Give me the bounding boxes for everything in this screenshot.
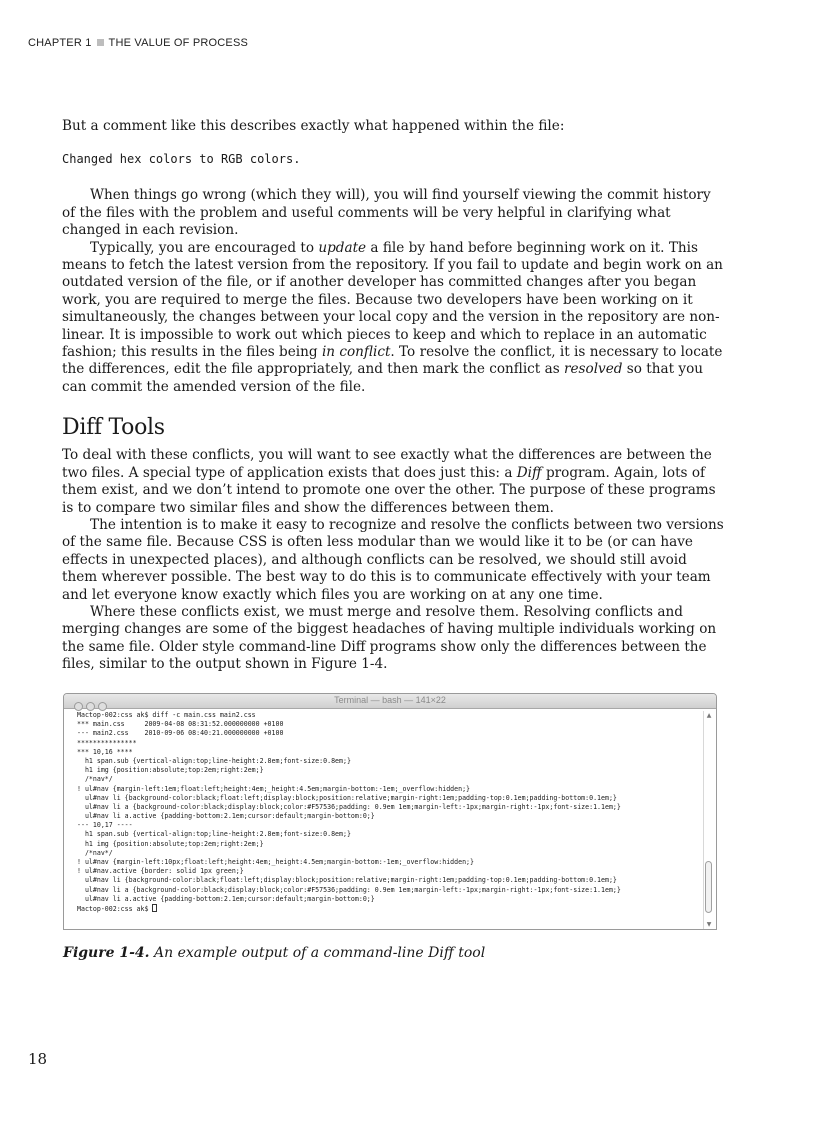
terminal-line: Mactop-002:css ak$ diff -c main.css main2.css bbox=[77, 711, 256, 719]
paragraph-diff-intro bbox=[62, 447, 726, 517]
terminal-scrollbar bbox=[703, 711, 714, 929]
figure-label: Figure 1-4. bbox=[63, 945, 150, 961]
terminal-line: ul#nav li a.active {padding-bottom:2.1em;cursor:default;margin-bottom:0;} bbox=[77, 894, 375, 903]
terminal-line: ul#nav li a {background-color:black;display:block;color:#F57536;padding: 0.9em 1em;margin-left:-1px;margin-right:-1px;font-size:1.1em;} bbox=[77, 885, 621, 894]
page-number: 18 bbox=[28, 1050, 48, 1068]
terminal-cursor-icon bbox=[152, 904, 157, 912]
terminal-line: Mactop-002:css ak$ bbox=[77, 904, 153, 913]
terminal-line: h1 span.sub {vertical-align:top;line-height:2.8em;font-size:0.8em;} bbox=[77, 830, 351, 839]
terminal-line: ! ul#nav {margin-left:1em;float:left;height:4em;_height:4.5em;margin-bottom:-1em;_overflow:hidden;} bbox=[77, 784, 471, 793]
terminal-body bbox=[64, 709, 716, 930]
terminal-title-bar bbox=[64, 694, 716, 709]
emphasis-diff: Diff bbox=[516, 464, 542, 481]
text-run: so that you can commit the amended version of the file. bbox=[62, 361, 704, 395]
main-content bbox=[62, 118, 726, 674]
text-run: Typically, you are encouraged to bbox=[90, 239, 319, 256]
emphasis-update: update bbox=[318, 239, 367, 256]
terminal-line: --- main2.css 2010-09-06 08:40:21.000000000 +0100 bbox=[77, 729, 284, 738]
terminal-line: *** main.css 2009-04-08 08:31:52.000000000 +0100 bbox=[77, 720, 284, 729]
terminal-output bbox=[77, 711, 698, 914]
scrollbar-thumb bbox=[705, 861, 712, 913]
terminal-line: ul#nav li a {background-color:black;display:block;color:#F57536;padding: 0.9em 1em;margin-left:-1px;margin-right:-1px;font-size:1.1em;} bbox=[77, 802, 621, 811]
text-run: a file by hand before beginning work on it. This means to fetch the latest version from the repository. If you fail to update and begin work on an outdated version of the file, or if another developer has committed changes after you began work, you are required to merge the files. Because two developers have been working on it simultaneously, the changes between your local copy and the version in the repository are non-linear. It is impossible to work out which pieces to keep and which to replace in an automatic fashion; this results in the files being bbox=[62, 239, 723, 361]
separator-square-icon bbox=[97, 39, 104, 46]
terminal-line: --- 10,17 ---- bbox=[77, 821, 133, 830]
paragraph-update bbox=[62, 240, 726, 397]
terminal-line: /*nav*/ bbox=[77, 775, 113, 784]
running-head bbox=[28, 37, 248, 49]
terminal-window-figure bbox=[63, 693, 717, 930]
section-heading-diff-tools: Diff Tools bbox=[62, 415, 165, 441]
scroll-up-arrow-icon: ▲ bbox=[706, 712, 712, 719]
paragraph-commit-history: When things go wrong (which they will), you will find yourself viewing the commit history of the files with the problem and useful comments will be very helpful in clarifying what changed in each revision. bbox=[62, 187, 711, 239]
terminal-line: /*nav*/ bbox=[77, 848, 113, 857]
chapter-label: CHAPTER 1 bbox=[28, 37, 92, 49]
terminal-line: h1 img {position:absolute;top:2em;right:2em;} bbox=[77, 766, 264, 775]
terminal-line: ! ul#nav.active {border: solid 1px green;} bbox=[77, 867, 244, 876]
scroll-down-arrow-icon: ▼ bbox=[706, 921, 712, 928]
terminal-line: *************** bbox=[77, 738, 137, 747]
terminal-line: ul#nav li {background-color:black;float:left;display:block;position:relative;margin-right:1em;padding-top:0.1em;padding-bottom:0.1em;} bbox=[77, 793, 617, 802]
terminal-line: h1 img {position:absolute;top:2em;right:2em;} bbox=[77, 839, 264, 848]
terminal-line: ul#nav li {background-color:black;float:left;display:block;position:relative;margin-right:1em;padding-top:0.1em;padding-bottom:0.1em;} bbox=[77, 876, 617, 885]
paragraph-merge: Where these conflicts exist, we must merge and resolve them. Resolving conflicts and merging changes are some of the biggest headaches of having multiple individuals working on the same file. Older style command-line Diff programs show only the differences between the files, similar to the output shown in Figure 1-4. bbox=[62, 603, 717, 673]
terminal-line: h1 span.sub {vertical-align:top;line-height:2.8em;font-size:0.8em;} bbox=[77, 756, 351, 765]
terminal-line: *** 10,16 **** bbox=[77, 747, 133, 756]
text-run: . To resolve the conflict, it is necessary to locate the differences, edit the file appropriately, and then mark the conflict as bbox=[62, 344, 723, 378]
figure-caption bbox=[63, 945, 723, 961]
text-run: program. Again, lots of them exist, and we don’t intend to promote one over the other. The purpose of these programs is to compare two similar files and show the differences between them. bbox=[62, 464, 716, 516]
emphasis-resolved: resolved bbox=[564, 361, 623, 378]
figure-caption-text: An example output of a command-line Diff tool bbox=[149, 945, 486, 961]
text-run: To deal with these conflicts, you will want to see exactly what the differences are between the two files. A special type of application exists that does just this: a bbox=[62, 447, 712, 481]
paragraph-intention: The intention is to make it easy to recognize and resolve the conflicts between two versions of the same file. Because CSS is often less modular than we would like it to be (or can have effects in unexpected places), and although conflicts can be resolved, we should still avoid them wherever possible. The best way to do this is to communicate effectively with your team and let everyone know exactly which files you are working on at any one time. bbox=[62, 516, 724, 603]
paragraph-intro: But a comment like this describes exactly what happened within the file: bbox=[62, 118, 565, 134]
emphasis-in-conflict: in conflict bbox=[321, 344, 391, 361]
terminal-line: ul#nav li a.active {padding-bottom:2.1em;cursor:default;margin-bottom:0;} bbox=[77, 812, 375, 821]
terminal-line: ! ul#nav {margin-left:10px;float:left;height:4em;_height:4.5em;margin-bottom:-1em;_overflow:hidden;} bbox=[77, 858, 474, 866]
chapter-title: THE VALUE OF PROCESS bbox=[108, 37, 249, 49]
code-example: Changed hex colors to RGB colors. bbox=[62, 152, 301, 167]
terminal-title: Terminal — bash — 141×22 bbox=[334, 695, 446, 705]
